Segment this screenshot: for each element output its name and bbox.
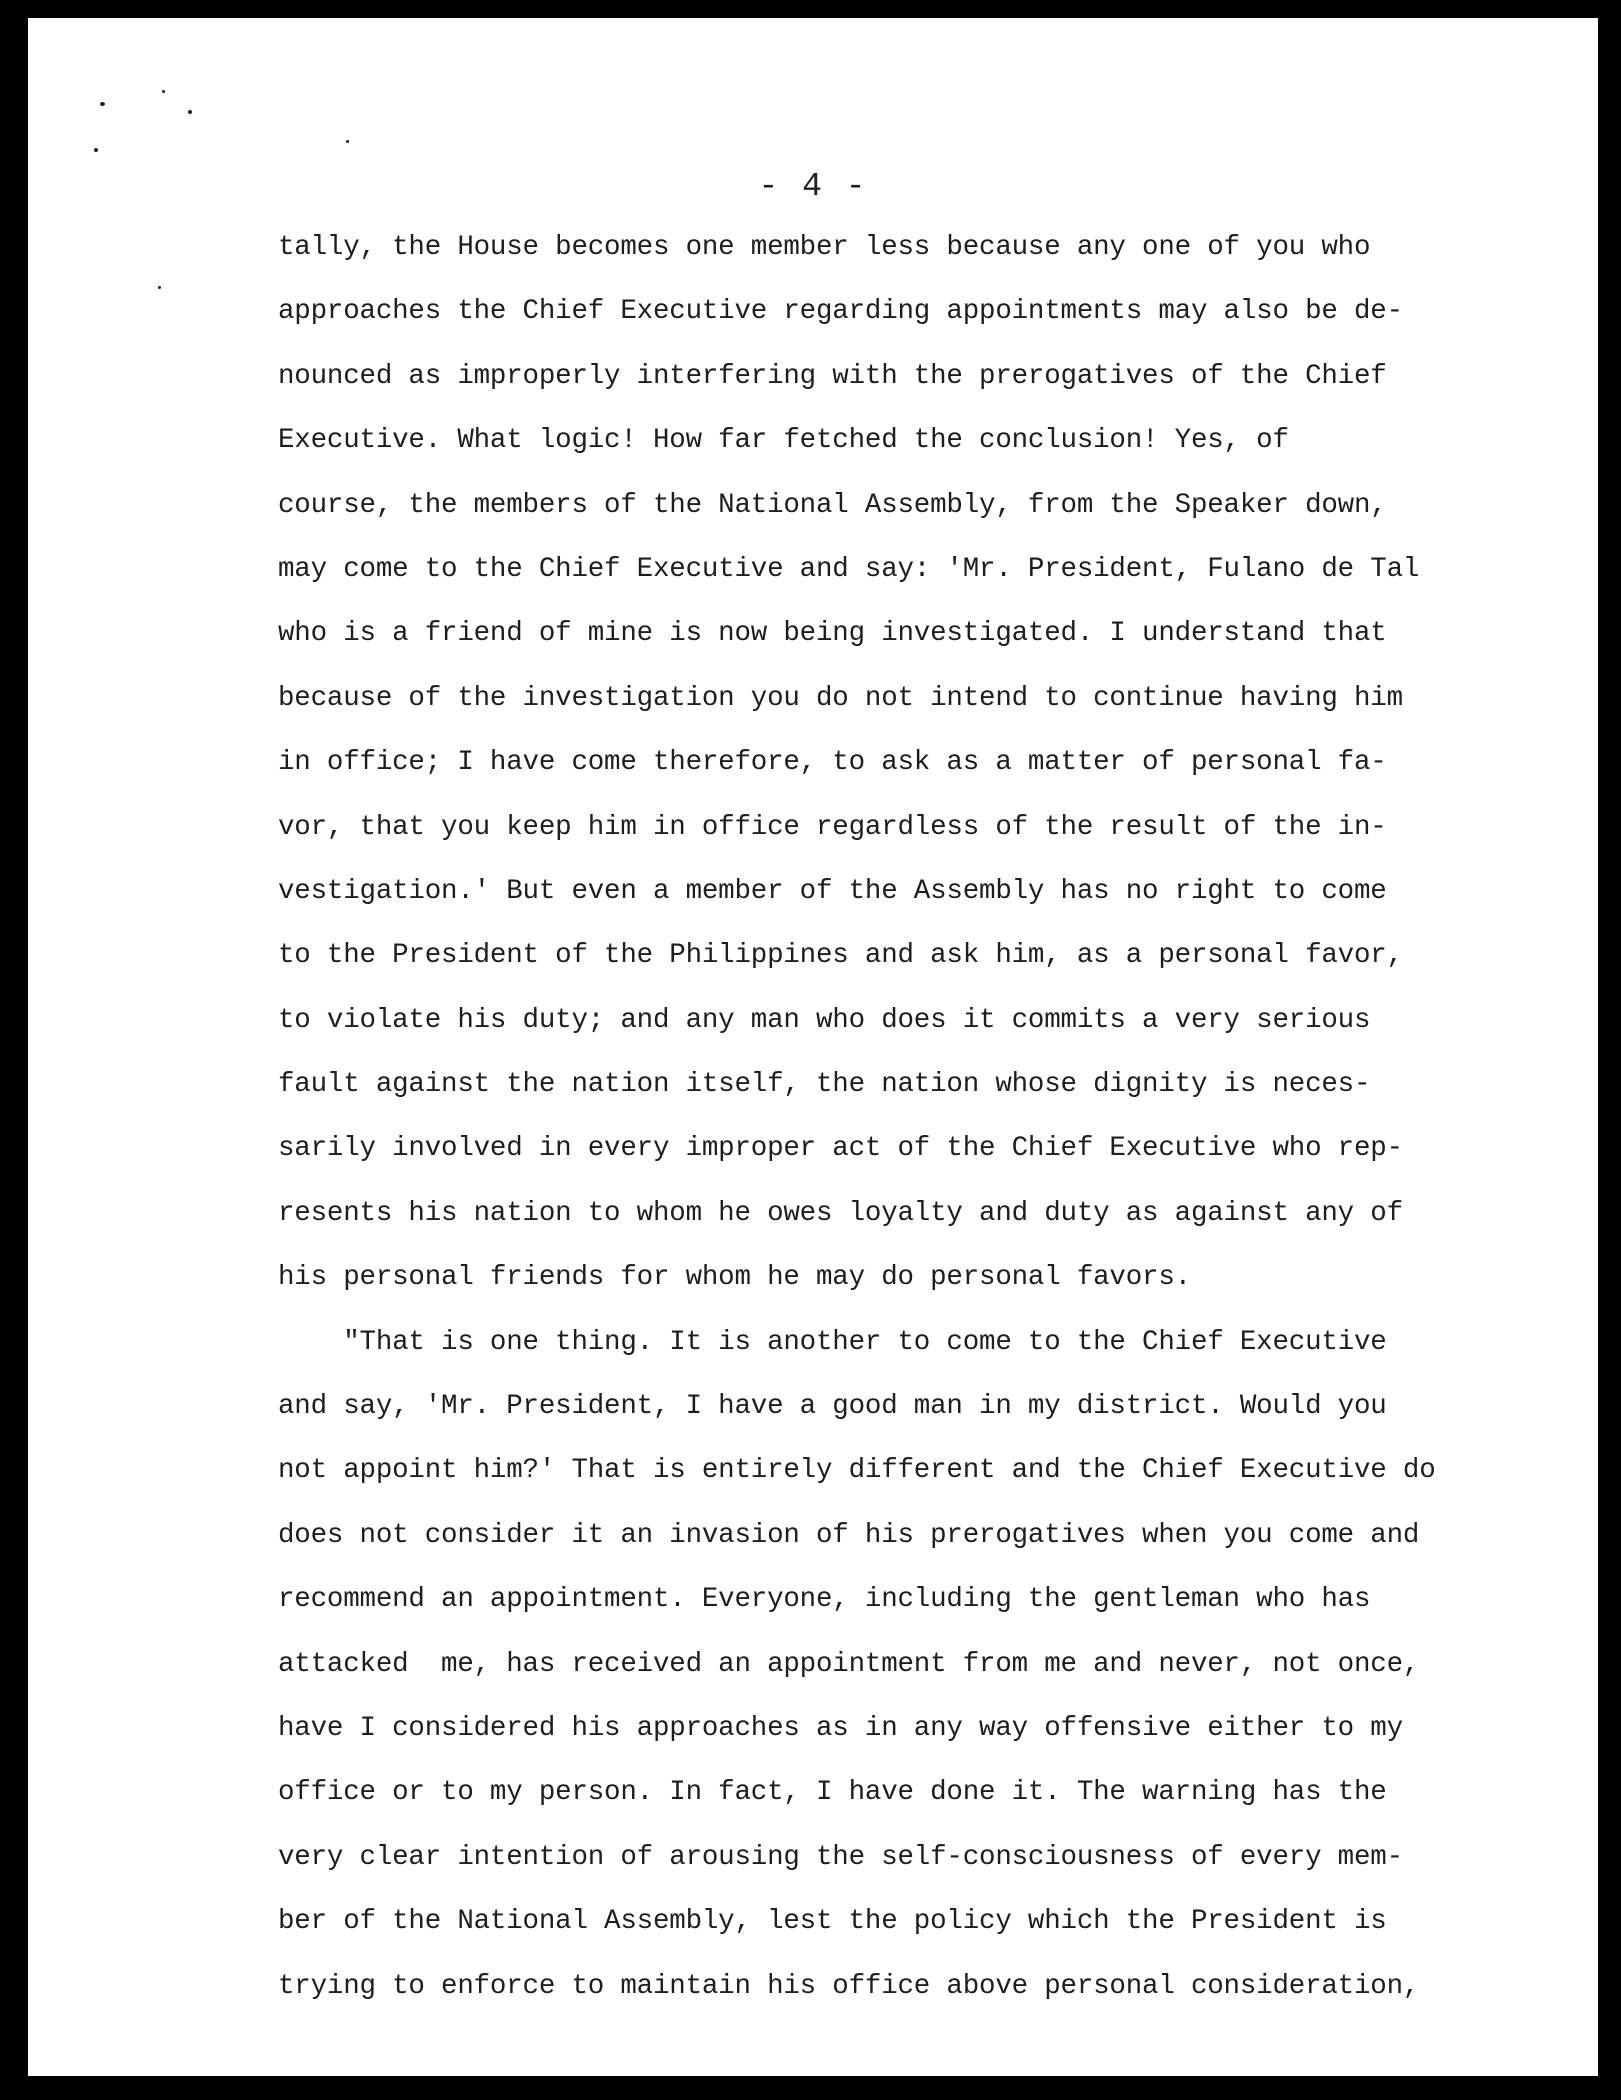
text-line: who is a friend of mine is now being investigated. I understand that [278, 618, 1387, 650]
text-line: attacked me, has received an appointment from me and never, not once, [278, 1648, 1420, 1680]
text-line: does not consider it an invasion of his prerogatives when you come and [278, 1519, 1420, 1551]
text-line: trying to enforce to maintain his office above personal consideration, [278, 1970, 1420, 2002]
text-line: approaches the Chief Executive regarding appointments may also be de- [278, 296, 1403, 328]
text-line: vor, that you keep him in office regardless of the result of the in- [278, 811, 1387, 843]
text-line: vestigation.' But even a member of the Assembly has no right to come [278, 875, 1387, 907]
text-line: tally, the House becomes one member less because any one of you who [278, 232, 1371, 263]
text-line: course, the members of the National Assembly, from the Speaker down, [278, 489, 1387, 521]
text-line: ber of the National Assembly, lest the policy which the President is [278, 1906, 1387, 1938]
text-line: because of the investigation you do not intend to continue having him [278, 682, 1403, 714]
text-line: very clear intention of arousing the self-consciousness of every mem- [278, 1841, 1403, 1873]
body-text [278, 216, 1478, 2019]
text-line: fault against the nation itself, the nation whose dignity is neces- [278, 1069, 1371, 1101]
text-line: sarily involved in every improper act of the Chief Executive who rep- [278, 1133, 1403, 1165]
text-line: recommend an appointment. Everyone, including the gentleman who has [278, 1584, 1371, 1616]
scan-speck [162, 90, 165, 93]
text-line: to violate his duty; and any man who does it commits a very serious [278, 1004, 1371, 1036]
text-line: in office; I have come therefore, to ask as a matter of personal fa- [278, 747, 1387, 779]
text-line: and say, 'Mr. President, I have a good man in my district. Would you [278, 1391, 1387, 1423]
text-line: resents his nation to whom he owes loyalty and duty as against any of [278, 1197, 1403, 1229]
scan-speck [346, 140, 349, 143]
document-page [28, 18, 1598, 2076]
text-line: may come to the Chief Executive and say: 'Mr. President, Fulano de Tal [278, 553, 1420, 585]
text-line: "That is one thing. It is another to come to the Chief Executive [278, 1326, 1387, 1358]
scan-speck [100, 102, 105, 106]
scan-speck [158, 286, 161, 289]
text-line: to the President of the Philippines and ask him, as a personal favor, [278, 940, 1403, 972]
text-line: have I considered his approaches as in any way offensive either to my [278, 1712, 1403, 1744]
text-line: not appoint him?' That is entirely different and the Chief Executive do [278, 1455, 1436, 1487]
page-number: - 4 - [758, 168, 868, 205]
scan-speck [94, 148, 98, 152]
text-line: his personal friends for whom he may do personal favors. [278, 1262, 1191, 1294]
text-line: Executive. What logic! How far fetched the conclusion! Yes, of [278, 425, 1289, 457]
text-line: office or to my person. In fact, I have done it. The warning has the [278, 1777, 1387, 1809]
scan-speck [188, 110, 192, 114]
text-line: nounced as improperly interfering with the prerogatives of the Chief [278, 360, 1387, 392]
